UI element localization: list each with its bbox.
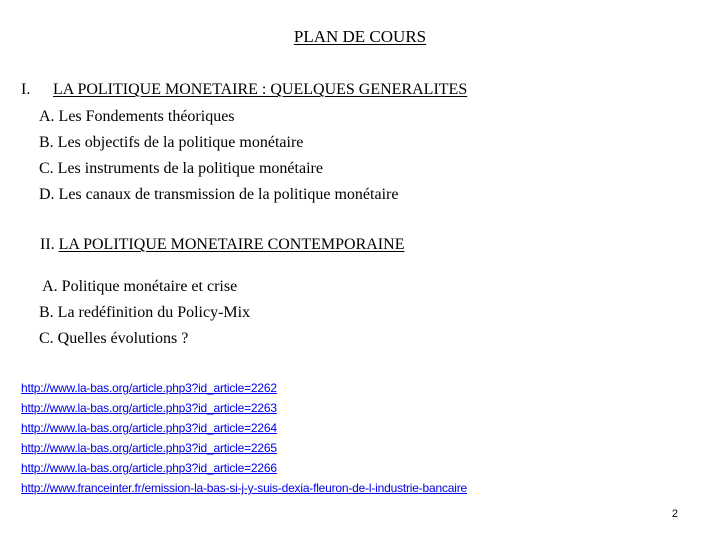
reference-link-2262[interactable]: http://www.la-bas.org/article.php3?id_article=2262 bbox=[21, 381, 277, 395]
section-1-list bbox=[39, 104, 398, 208]
section-2-item-c: C. Quelles évolutions ? bbox=[39, 330, 189, 347]
section-2-list bbox=[39, 274, 250, 352]
list-item bbox=[21, 458, 467, 478]
list-item bbox=[21, 398, 467, 418]
list-item bbox=[21, 478, 467, 498]
section-2-heading: LA POLITIQUE MONETAIRE CONTEMPORAINE bbox=[58, 236, 405, 253]
reference-link-2266[interactable]: http://www.la-bas.org/article.php3?id_article=2266 bbox=[21, 461, 277, 475]
list-item bbox=[21, 418, 467, 438]
reference-link-2263[interactable]: http://www.la-bas.org/article.php3?id_article=2263 bbox=[21, 401, 277, 415]
section-2-heading-line bbox=[40, 235, 404, 255]
section-2-number: II. bbox=[40, 236, 59, 253]
section-1-number: I. bbox=[21, 81, 31, 98]
page-title: PLAN DE COURS bbox=[293, 27, 427, 46]
page-number: 2 bbox=[671, 508, 678, 520]
reference-links bbox=[21, 378, 467, 498]
section-1-item-a: A. Les Fondements théoriques bbox=[39, 108, 235, 125]
list-item bbox=[21, 378, 467, 398]
section-1-item-d: D. Les canaux de transmission de la politique monétaire bbox=[39, 186, 399, 203]
section-2-item-a: A. Politique monétaire et crise bbox=[39, 278, 238, 295]
reference-link-2265[interactable]: http://www.la-bas.org/article.php3?id_article=2265 bbox=[21, 441, 277, 455]
reference-link-franceinter[interactable]: http://www.franceinter.fr/emission-la-bas-si-j-y-suis-dexia-fleuron-de-l-industrie-bancaire bbox=[21, 481, 467, 495]
section-1-item-b: B. Les objectifs de la politique monétaire bbox=[39, 134, 304, 151]
reference-link-2264[interactable]: http://www.la-bas.org/article.php3?id_article=2264 bbox=[21, 421, 277, 435]
section-1-item-c: C. Les instruments de la politique monétaire bbox=[39, 160, 323, 177]
section-1-heading: LA POLITIQUE MONETAIRE : QUELQUES GENERALITES bbox=[53, 81, 468, 98]
list-item bbox=[21, 438, 467, 458]
section-2-item-b: B. La redéfinition du Policy-Mix bbox=[39, 304, 251, 321]
